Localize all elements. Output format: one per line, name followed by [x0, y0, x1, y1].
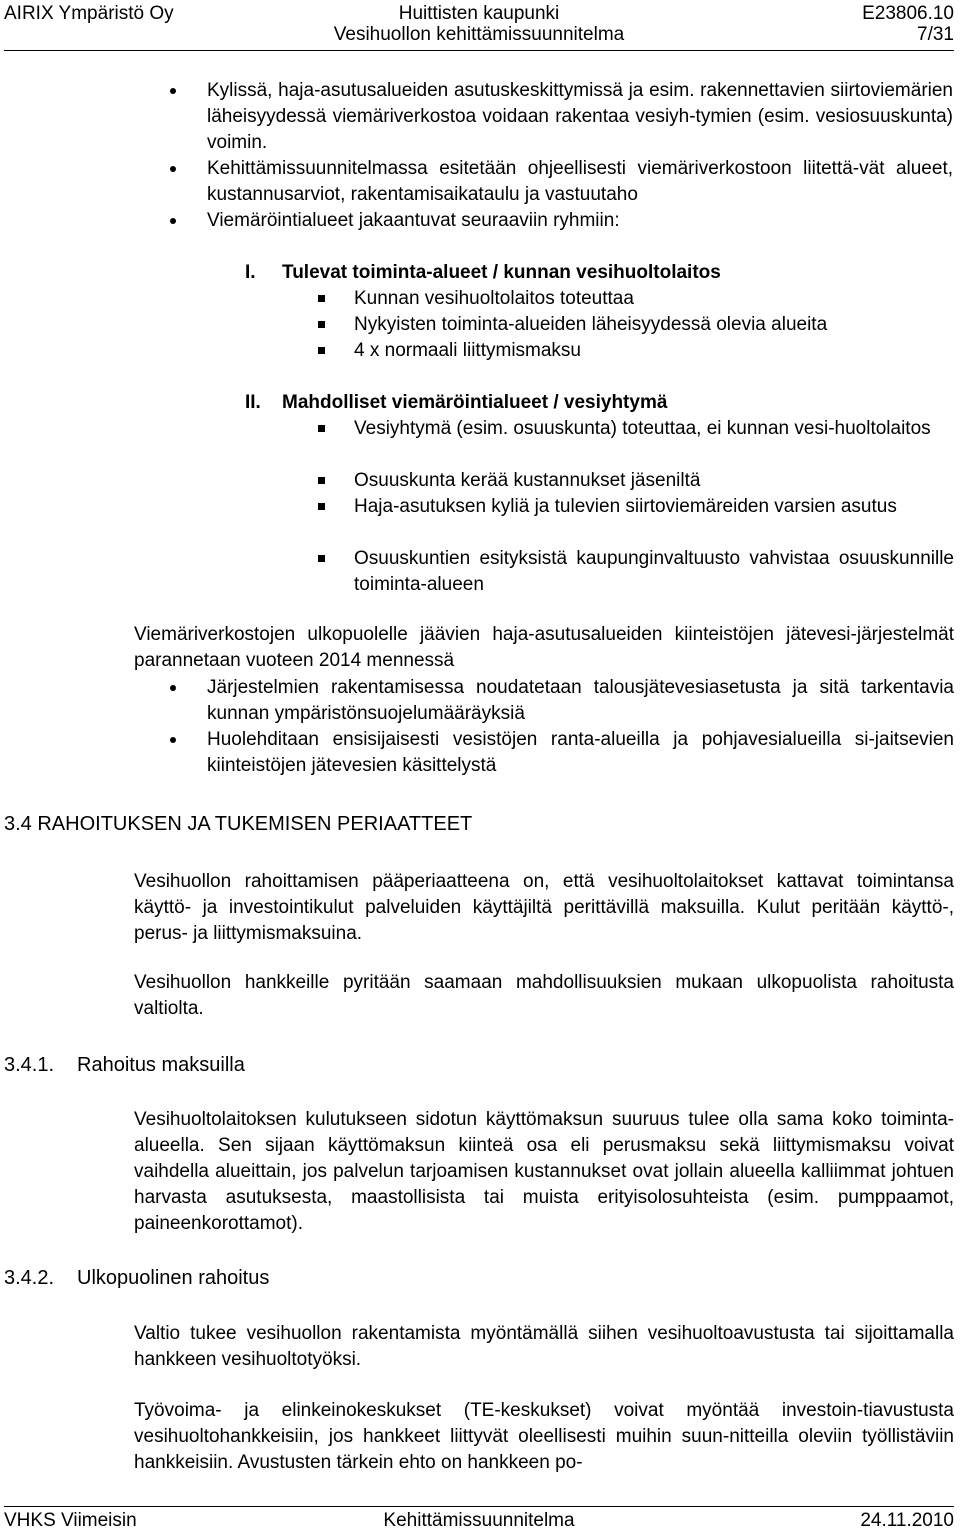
square-bullet-icon: [318, 321, 325, 328]
footer-rule: [4, 1506, 954, 1507]
section-3-4-paragraph-2: Vesihuollon hankkeille pyritään saamaan mahdollisuuksien mukaan ulkopuolista rahoitusta valtiolta.: [134, 972, 954, 1019]
group-1-numeral: I.: [245, 262, 256, 283]
header-page-number: 7/31: [917, 24, 954, 45]
square-bullet-icon: [318, 295, 325, 302]
bullet-dot-icon: [170, 737, 176, 743]
header-doc-code: E23806.10: [862, 3, 954, 24]
section-3-4-2-title: Ulkopuolinen rahoitus: [77, 1267, 270, 1289]
section-3-4-1-number: 3.4.1.: [4, 1054, 55, 1076]
bullet-dot-icon: [170, 218, 176, 224]
wastewater-bullet-1: Järjestelmien rakentamisessa noudatetaan talousjätevesiasetusta ja sitä tarkentavia kunnan ympäristönsuojelumääräyksiä: [207, 677, 954, 724]
wastewater-paragraph: Viemäriverkostojen ulkopuolelle jäävien haja-asutusalueiden kiinteistöjen jätevesi-järjestelmät parannetaan vuoteen 2014 mennessä: [134, 624, 954, 671]
group-2-numeral: II.: [245, 392, 261, 413]
square-bullet-icon: [318, 477, 325, 484]
bullet-dot-icon: [170, 166, 176, 172]
section-3-4-1-title: Rahoitus maksuilla: [77, 1054, 245, 1076]
header-rule: [4, 50, 954, 51]
bullet-dot-icon: [170, 88, 176, 94]
header-client: Huittisten kaupunki: [398, 3, 560, 24]
square-bullet-icon: [318, 425, 325, 432]
section-3-4-2-number: 3.4.2.: [4, 1267, 55, 1289]
group-1-item-2: Nykyisten toiminta-alueiden läheisyydessä olevia alueita: [354, 314, 828, 335]
footer-date: 24.11.2010: [860, 1510, 954, 1531]
wastewater-bullet-2: Huolehditaan ensisijaisesti vesistöjen ranta-alueilla ja pohjavesialueilla si-jaitsevien kiinteistöjen jätevesien käsittelystä: [207, 729, 954, 776]
group-2-item-4: Osuuskuntien esityksistä kaupunginvaltuusto vahvistaa osuuskunnille toiminta-alueen: [354, 548, 954, 595]
header-doc-title: Vesihuollon kehittämissuunnitelma: [333, 24, 625, 45]
section-3-4-paragraph-1: Vesihuollon rahoittamisen pääperiaatteena on, että vesihuoltolaitokset kattavat toimintansa käyttö- ja investointikulut palveluiden käyttäjiltä perittävillä maksuilla. Kulut peritään käyttö-, perus- ja liittymismaksuina.: [134, 871, 954, 944]
group-1-item-3: 4 x normaali liittymismaksu: [354, 340, 581, 361]
top-bullet-1: Kylissä, haja-asutusalueiden asutuskeskittymissä ja esim. rakennettavien siirtoviemärien läheisyydessä viemäriverkostoa voidaan rakentaa vesiyh-tymien (esim. vesiosuuskunta) voimin.: [207, 80, 953, 153]
group-2-item-1: Vesiyhtymä (esim. osuuskunta) toteuttaa, ei kunnan vesi-huoltolaitos: [354, 418, 931, 439]
group-1-item-1: Kunnan vesihuoltolaitos toteuttaa: [354, 288, 634, 309]
group-2-item-3: Haja-asutuksen kyliä ja tulevien siirtoviemäreiden varsien asutus: [354, 496, 897, 517]
top-bullet-3: Viemäröintialueet jakaantuvat seuraaviin ryhmiin:: [207, 210, 620, 231]
header-company: AIRIX Ympäristö Oy: [4, 3, 174, 24]
group-1-title: Tulevat toiminta-alueet / kunnan vesihuoltolaitos: [282, 262, 721, 283]
section-3-4-2-paragraph-2: Työvoima- ja elinkeinokeskukset (TE-keskukset) voivat myöntää investoin-tiavustusta vesihuoltohankkeisiin, jos hankkeet liittyvät oleellisesti muihin suun-nitteilla oleviin työllistäviin hankkeisiin. Avustusten tärkein ehto on hankkeen po-: [134, 1400, 954, 1473]
group-2-title: Mahdolliset viemäröintialueet / vesiyhtymä: [282, 392, 668, 413]
section-3-4-1-paragraph: Vesihuoltolaitoksen kulutukseen sidotun käyttömaksun suuruus tulee olla sama koko toiminta-alueella. Sen sijaan käyttömaksun kiinteä osa eli perusmaksu sekä liittymismaksu voivat vaihdella alueittain, jos palvelun tarjoamisen kustannukset ovat jollain alueella kalliimmat johtuen harvasta asutuksesta, maastollisista tai muista erityisolosuhteista (esim. pumppaamot, paineenkorottamot).: [134, 1109, 954, 1234]
square-bullet-icon: [318, 347, 325, 354]
section-3-4-2-paragraph-1: Valtio tukee vesihuollon rakentamista myöntämällä siihen vesihuoltoavustusta tai sijoittamalla hankkeen vesihuoltotyöksi.: [134, 1323, 954, 1370]
group-2-item-2: Osuuskunta kerää kustannukset jäseniltä: [354, 470, 701, 491]
footer-left: VHKS Viimeisin: [4, 1510, 137, 1531]
bullet-dot-icon: [170, 685, 176, 691]
footer-center: Kehittämissuunnitelma: [383, 1510, 575, 1531]
section-3-4-heading: 3.4 RAHOITUKSEN JA TUKEMISEN PERIAATTEET: [4, 813, 473, 835]
square-bullet-icon: [318, 555, 325, 562]
top-bullet-2: Kehittämissuunnitelmassa esitetään ohjeellisesti viemäriverkostoon liitettä-vät alueet, kustannusarviot, rakentamisaikataulu ja vastuutaho: [207, 158, 953, 205]
square-bullet-icon: [318, 503, 325, 510]
